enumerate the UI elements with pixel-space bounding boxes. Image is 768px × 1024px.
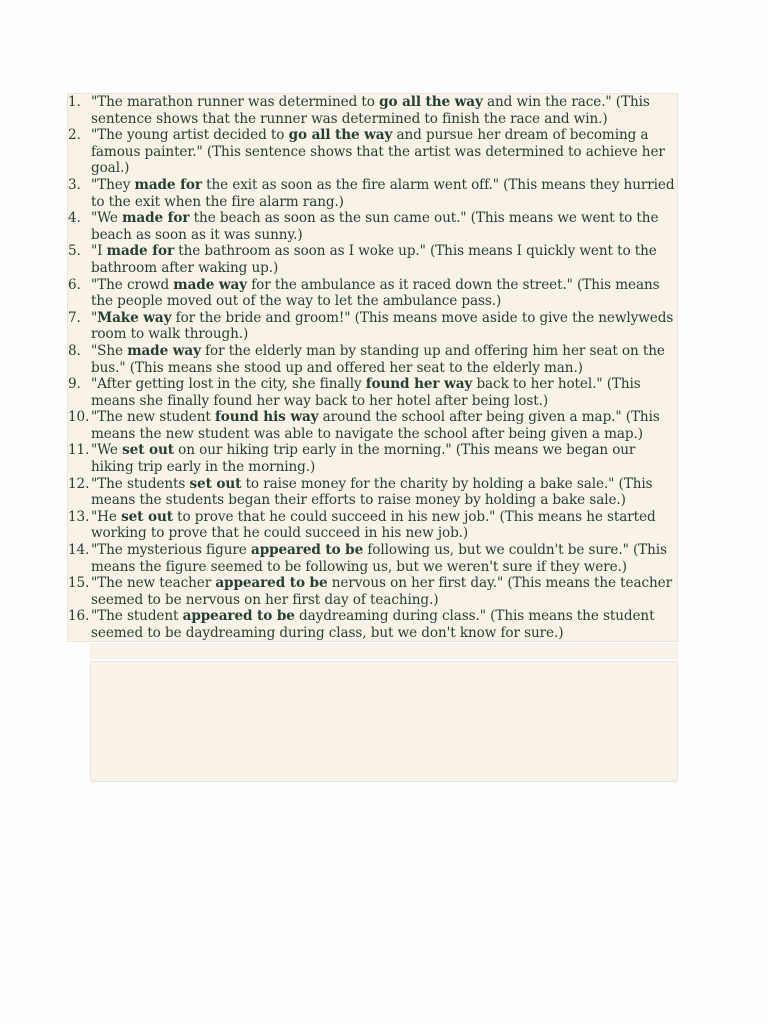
list-item [68, 177, 679, 210]
list-item [68, 210, 679, 243]
item-text-before: "After getting lost in the city, she finally [91, 376, 366, 393]
item-key-phrase: made for [122, 210, 190, 227]
item-text-before: "They [91, 176, 135, 193]
item-text-after: following us, but we couldn't be sure." (This means the figure seemed to be following us, but we weren't sure if they were.) [91, 542, 667, 575]
examples-list [68, 94, 679, 642]
list-item [68, 343, 679, 376]
item-number: 15. [68, 575, 90, 592]
item-text-after: daydreaming during class." (This means the student seemed to be daydreaming during class, but we don't know for sure.) [91, 608, 655, 641]
list-item [68, 310, 679, 343]
item-key-phrase: appeared to be [250, 542, 364, 559]
item-key-phrase: made way [127, 342, 201, 359]
item-key-phrase: set out [121, 508, 173, 525]
item-text-before: "The mysterious figure [91, 542, 251, 559]
item-key-phrase: Make way [97, 309, 172, 326]
item-key-phrase: made for [134, 176, 202, 193]
item-number: 4. [68, 210, 81, 227]
item-number: 1. [68, 94, 81, 110]
list-item [68, 608, 679, 641]
examples-list-panel [67, 93, 678, 642]
item-text-before: "He [91, 508, 122, 525]
item-key-phrase: go all the way [288, 127, 393, 144]
item-key-phrase: set out [189, 475, 242, 492]
item-text-before: "The young artist decided to [91, 127, 289, 144]
item-number: 13. [68, 508, 90, 525]
list-item [68, 409, 679, 442]
item-number: 14. [68, 542, 90, 559]
item-text-after: for the ambulance as it raced down the street." (This means the people moved out of the way to let the ambulance pass.) [91, 276, 660, 310]
item-key-phrase: found her way [365, 376, 473, 393]
item-text-before: "We [91, 210, 123, 227]
item-text-after: back to her hotel." (This means she finally found her way back to her hotel after being lost.) [91, 376, 641, 409]
list-item [68, 476, 679, 509]
list-item [68, 542, 679, 575]
item-number: 12. [68, 475, 90, 492]
item-number: 3. [68, 176, 81, 193]
item-number: 5. [68, 243, 81, 260]
item-text-before: "The crowd [91, 276, 174, 293]
item-text-after: to raise money for the charity by holding a bake sale." (This means the students began their efforts to raise money by holding a bake sale.) [91, 475, 653, 509]
item-number: 16. [68, 608, 90, 625]
item-text-before: "The new teacher [91, 575, 216, 592]
item-text-after: the beach as soon as the sun came out." (This means we went to the beach as soon as it was sunny.) [91, 210, 659, 243]
item-text-before: "The student [91, 608, 183, 625]
list-item [68, 94, 679, 127]
item-number: 7. [68, 309, 81, 326]
list-item [68, 575, 679, 608]
item-key-phrase: made for [106, 243, 175, 260]
list-item [68, 127, 679, 177]
item-number: 10. [68, 409, 90, 426]
blank-strip [90, 643, 678, 659]
list-item [68, 509, 679, 542]
item-text-after: nervous on her first day." (This means the teacher seemed to be nervous on her first day of teaching.) [91, 575, 672, 608]
item-key-phrase: appeared to be [215, 575, 328, 592]
list-item [68, 442, 679, 475]
item-text-after: around the school after being given a map." (This means the new student was able to navigate the school after being given a map.) [91, 409, 660, 442]
empty-text-box [90, 661, 678, 782]
list-item [68, 376, 679, 409]
item-number: 11. [68, 442, 90, 459]
item-text-after: and win the race." (This sentence shows that the runner was determined to finish the race and win.) [91, 94, 650, 127]
item-key-phrase: found his way [214, 409, 319, 426]
item-text-after: and pursue her dream of becoming a famous painter." (This sentence shows that the artist was determined to achieve her goal.) [91, 127, 665, 177]
item-text-before: "She [91, 342, 128, 359]
item-key-phrase: appeared to be [182, 608, 295, 625]
item-number: 6. [68, 276, 81, 293]
list-item [68, 277, 679, 310]
item-text-after: for the bride and groom!" (This means move aside to give the newlyweds room to walk through.) [91, 309, 674, 343]
item-text-before: "We [91, 442, 123, 459]
item-key-phrase: made way [173, 276, 247, 293]
item-text-after: for the elderly man by standing up and offering him her seat on the bus." (This means she stood up and offered her seat to the elderly man.) [91, 342, 665, 376]
item-text-after: to prove that he could succeed in his new job." (This means he started working to prove that he could succeed in his new job.) [91, 508, 656, 542]
item-key-phrase: set out [122, 442, 174, 459]
item-key-phrase: go all the way [379, 94, 483, 110]
item-number: 9. [68, 376, 81, 393]
item-number: 8. [68, 342, 81, 359]
item-text-before: "The marathon runner was determined to [91, 94, 380, 110]
item-text-after: the exit as soon as the fire alarm went off." (This means they hurried to the exit when the fire alarm rang.) [91, 176, 675, 210]
item-number: 2. [68, 127, 81, 144]
item-text-before: "The new student [91, 409, 215, 426]
item-text-after: the bathroom as soon as I woke up." (This means I quickly went to the bathroom after waking up.) [91, 243, 657, 276]
item-text-before: "I [91, 243, 107, 260]
item-text-before: "The students [91, 475, 190, 492]
item-text-after: on our hiking trip early in the morning." (This means we began our hiking trip early in the morning.) [91, 442, 636, 476]
item-text-before: " [91, 309, 98, 326]
list-item [68, 243, 679, 276]
